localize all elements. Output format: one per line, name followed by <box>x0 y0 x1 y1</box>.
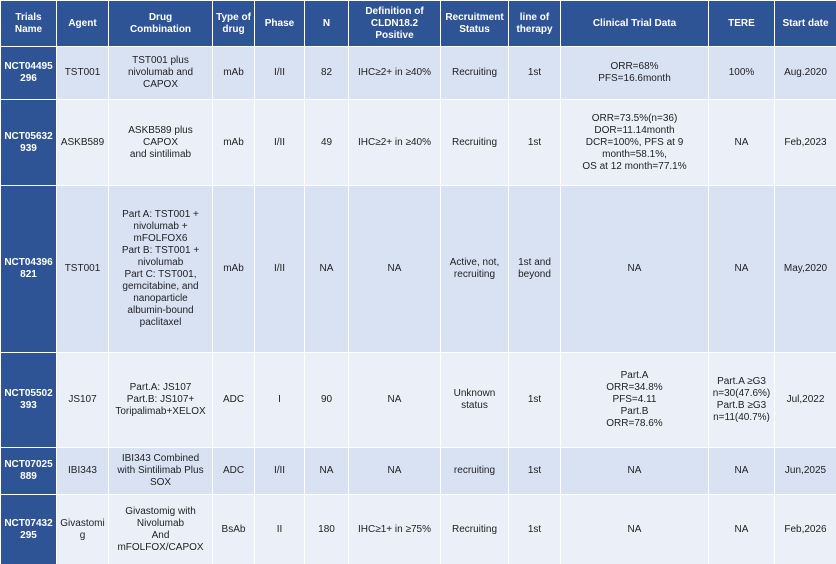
trial-id-cell: NCT04396 821 <box>1 186 57 353</box>
status-cell: Recruiting <box>441 100 509 186</box>
agent-cell: Givastomi g <box>57 495 109 564</box>
status-cell: Recruiting <box>441 47 509 100</box>
start-date-cell: Feb,2026 <box>775 495 836 564</box>
line-cell: 1st <box>509 100 561 186</box>
tere-cell: Part.A ≥G3 n=30(47.6%) Part.B ≥G3 n=11(40.7%) <box>709 353 775 448</box>
table-row <box>1 186 836 353</box>
phase-cell: I/II <box>255 100 305 186</box>
table-row <box>1 448 836 495</box>
line-cell: 1st <box>509 47 561 100</box>
combination-cell: Part A: TST001 + nivolumab + mFOLFOX6 Part B: TST001 + nivolumab Part C: TST001, gemcitabine, and nanoparticle albumin-bound paclitaxel <box>109 186 213 353</box>
definition-cell: IHC≥2+ in ≥40% <box>349 47 441 100</box>
header-start-date: Start date <box>775 1 836 47</box>
trial-id-cell: NCT07025 889 <box>1 448 57 495</box>
start-date-cell: Jun,2025 <box>775 448 836 495</box>
trial-data-cell: Part.A ORR=34.8% PFS=4.11 Part.B ORR=78.6% <box>561 353 709 448</box>
drug-type-cell: mAb <box>213 47 255 100</box>
tere-cell: NA <box>709 448 775 495</box>
start-date-cell: Jul,2022 <box>775 353 836 448</box>
header-line-of-therapy: line of therapy <box>509 1 561 47</box>
header-agent: Agent <box>57 1 109 47</box>
tere-cell: NA <box>709 186 775 353</box>
status-cell: Recruiting <box>441 495 509 564</box>
line-cell: 1st and beyond <box>509 186 561 353</box>
trial-id-cell: NCT05502 393 <box>1 353 57 448</box>
drug-type-cell: ADC <box>213 353 255 448</box>
header-type-of-drug: Type of drug <box>213 1 255 47</box>
trial-data-cell: NA <box>561 495 709 564</box>
header-phase: Phase <box>255 1 305 47</box>
agent-cell: TST001 <box>57 47 109 100</box>
definition-cell: IHC≥2+ in ≥40% <box>349 100 441 186</box>
header-tere: TERE <box>709 1 775 47</box>
phase-cell: I/II <box>255 448 305 495</box>
status-cell: Active, not, recruiting <box>441 186 509 353</box>
trial-id-cell: NCT04495 296 <box>1 47 57 100</box>
agent-cell: IBI343 <box>57 448 109 495</box>
header-recruitment-status: Recruitment Status <box>441 1 509 47</box>
definition-cell: NA <box>349 448 441 495</box>
start-date-cell: May,2020 <box>775 186 836 353</box>
line-cell: 1st <box>509 448 561 495</box>
trial-data-cell: NA <box>561 186 709 353</box>
drug-type-cell: ADC <box>213 448 255 495</box>
definition-cell: NA <box>349 186 441 353</box>
trial-id-cell: NCT05632 939 <box>1 100 57 186</box>
table-row <box>1 495 836 564</box>
header-n: N <box>305 1 349 47</box>
trial-id-cell: NCT07432 295 <box>1 495 57 564</box>
agent-cell: TST001 <box>57 186 109 353</box>
start-date-cell: Feb,2023 <box>775 100 836 186</box>
n-cell: 49 <box>305 100 349 186</box>
combination-cell: TST001 plus nivolumab and CAPOX <box>109 47 213 100</box>
n-cell: NA <box>305 186 349 353</box>
header-clinical-trial-data: Clinical Trial Data <box>561 1 709 47</box>
status-cell: Unknown status <box>441 353 509 448</box>
tere-cell: 100% <box>709 47 775 100</box>
drug-type-cell: mAb <box>213 186 255 353</box>
table-row <box>1 100 836 186</box>
drug-type-cell: BsAb <box>213 495 255 564</box>
agent-cell: ASKB589 <box>57 100 109 186</box>
status-cell: recruiting <box>441 448 509 495</box>
combination-cell: ASKB589 plus CAPOX and sintilimab <box>109 100 213 186</box>
start-date-cell: Aug.2020 <box>775 47 836 100</box>
combination-cell: IBI343 Combined with Sintilimab Plus SOX <box>109 448 213 495</box>
trial-data-cell: ORR=68% PFS=16.6month <box>561 47 709 100</box>
combination-cell: Part.A: JS107 Part.B: JS107+ Toripalimab+XELOX <box>109 353 213 448</box>
table-row <box>1 353 836 448</box>
drug-type-cell: mAb <box>213 100 255 186</box>
tere-cell: NA <box>709 495 775 564</box>
definition-cell: NA <box>349 353 441 448</box>
n-cell: 90 <box>305 353 349 448</box>
table-row <box>1 47 836 100</box>
n-cell: 82 <box>305 47 349 100</box>
definition-cell: IHC≥1+ in ≥75% <box>349 495 441 564</box>
header-trials-name: Trials Name <box>1 1 57 47</box>
header-cldn-definition: Definition of CLDN18.2 Positive <box>349 1 441 47</box>
trial-data-cell: NA <box>561 448 709 495</box>
header-drug-combination: Drug Combination <box>109 1 213 47</box>
phase-cell: II <box>255 495 305 564</box>
phase-cell: I/II <box>255 186 305 353</box>
agent-cell: JS107 <box>57 353 109 448</box>
trial-data-cell: ORR=73.5%(n=36) DOR=11.14month DCR=100%, PFS at 9 month=58.1%, OS at 12 month=77.1% <box>561 100 709 186</box>
tere-cell: NA <box>709 100 775 186</box>
line-cell: 1st <box>509 495 561 564</box>
n-cell: NA <box>305 448 349 495</box>
header-row <box>1 1 836 47</box>
phase-cell: I/II <box>255 47 305 100</box>
line-cell: 1st <box>509 353 561 448</box>
combination-cell: Givastomig with Nivolumab And mFOLFOX/CAPOX <box>109 495 213 564</box>
n-cell: 180 <box>305 495 349 564</box>
phase-cell: I <box>255 353 305 448</box>
